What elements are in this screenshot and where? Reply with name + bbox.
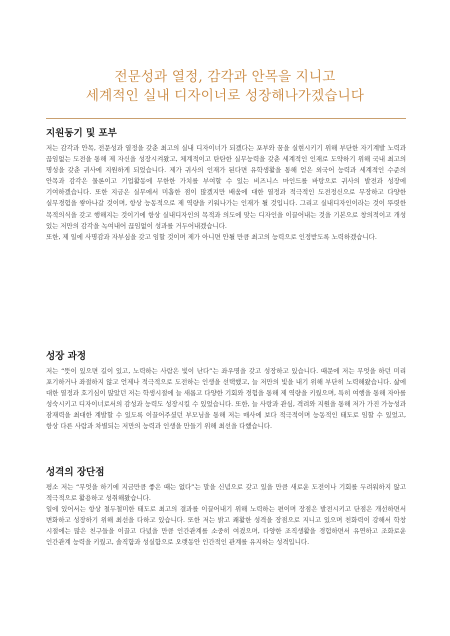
section-heading: 지원동기 및 포부 bbox=[46, 128, 117, 139]
paragraph: 또한, 제 일에 사명감과 자부심을 갖고 임할 것이며 제가 아니면 안될 만큼 최고의 능력으로 인정받도록 노력하겠습니다. bbox=[46, 232, 377, 241]
section-personality bbox=[46, 466, 406, 549]
title-line-1: 전문성과 열정, 감각과 안목을 지니고 bbox=[114, 69, 336, 85]
paragraph: 일에 있어서는 항상 철두철미한 태도로 최고의 결과를 이끌어내기 위해 노력하는 편이며 장점은 발전시키고 단점은 개선하면서 변화하고 성장하기 위해 최선을 다하고 있습니다. 또한 저는 밝고 쾌활한 성격을 장점으로 지니고 있으며 친화력이 강해서 학창 시절에는 많은 친구들을 이끌고 다녔을 만큼 인간관계를 소중히 여겼으며, 다양한 조직생활을 경험하면서 유연하고 조화로운 인간관계 능력을 키웠고, 솔직함과 성실함으로 오랫동안 인간적인 관계를 유지하는 성격입니다. bbox=[46, 505, 406, 547]
title-line-2: 세계적인 실내 디자이너로 성장해나가겠습니다 bbox=[85, 88, 365, 104]
paragraph: 저는 “뜻이 있으면 길이 있고, 노력하는 사람은 빛이 난다”는 좌우명을 갖고 성장하고 있습니다. 때문에 저는 무엇을 하던 미리 포기하거나 좌절하지 않고 언제나 적극적으로 도전하는 인생을 선택했고, 늘 저만의 빛을 내기 위해 부단히 노력해왔습니다. 삶에 대한 열정과 호기심이 많았던 저는 학생시절에 늘 새롭고 다양한 기회와 경험을 통해 제 역량을 키웠으며, 특히 여행을 통해 자아를 성숙시키고 디자이너로서의 감성과 능력도 성장시킬 수 있었습니다. 또한, 늘 사랑과 관심, 격려와 지원을 통해 저가 가진 가능성과 잠재력을 최대한 계발할 수 있도록 이끌어주셨던 부모님을 통해 저는 매사에 보다 적극적이며 능동적인 태도로 임할 수 있었고, 항상 다른 사람과 차별되는 저만의 능력과 인생을 만들기 위해 최선을 다했습니다. bbox=[46, 367, 406, 431]
title-divider bbox=[46, 118, 406, 119]
paragraph: 평소 저는 “무엇을 하기에 지금만큼 좋은 때는 없다”는 말을 신념으로 갖고 있을 만큼 새로운 도전이나 기회를 두려워하지 않고 적극적으로 활용하고 성취해왔습니다. bbox=[46, 483, 406, 503]
section-motivation bbox=[46, 127, 406, 243]
section-heading: 성격의 장단점 bbox=[46, 467, 105, 478]
section-growth-process bbox=[46, 350, 406, 433]
document-title bbox=[0, 68, 450, 106]
paragraph: 저는 감각과 안목, 전문성과 열정을 갖춘 최고의 실내 디자이너가 되겠다는 포부와 꿈을 실현시키기 위해 부단한 자기계발 노력과 끊임없는 도전을 통해 제 자신을 성장시켜왔고, 체계적이고 탄탄한 실무능력을 갖춘 세계적인 인재로 도약하기 위해 국내 최고의 명성을 갖춘 귀사에 지원하게 되었습니다. 제가 귀사의 인재가 된다면 유학생활을 통해 얻은 외국어 능력과 세계적인 수준의 안목과 감각은 물론이고 기업활동에 무한한 가치를 부여할 수 있는 비즈니스 마인드를 바탕으로 귀사의 발전과 성장에 기여하겠습니다. 또한 지금은 실무에서 미흡한 점이 많겠지만 배움에 대한 열정과 적극적인 도전정신으로 무장하고 다양한 실무경험을 쌓아나갈 것이며, 항상 능동적으로 제 역량을 키워나가는 인재가 될 것입니다. 그리고 실내디자인이라는 것이 뚜렷한 목적의식을 갖고 행해지는 것이기에 항상 실내디자인의 목적과 의도에 맞는 디자인을 이끌어내는 것을 기본으로 창의적이고 개성 있는 저만의 감각을 녹여내어 끊임없이 성과를 거두어내겠습니다. bbox=[46, 144, 406, 230]
section-heading: 성장 과정 bbox=[46, 351, 87, 362]
